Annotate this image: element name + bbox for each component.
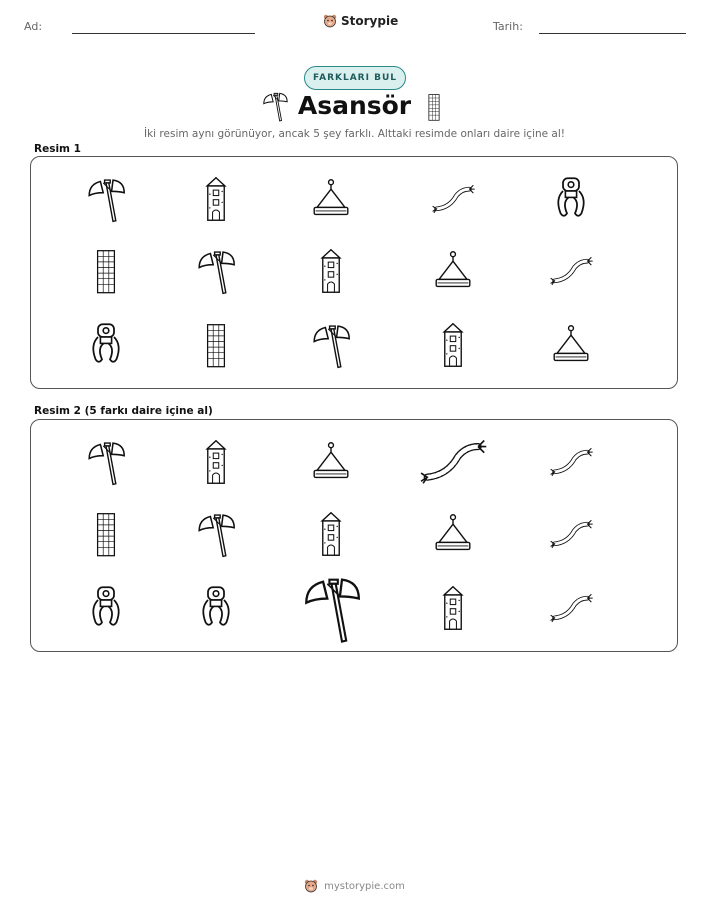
activity-badge: FARKLARI BUL [304, 66, 406, 90]
elevator-icon [310, 440, 352, 484]
date-line[interactable] [539, 33, 686, 34]
grid-item-rope [430, 181, 476, 217]
axe-icon [195, 508, 237, 560]
grid-item-rope[interactable] [417, 434, 488, 490]
tower-icon [317, 247, 345, 295]
grid-item-axe [195, 245, 237, 297]
title-building-icon [425, 92, 443, 122]
grid-item-tower [317, 247, 345, 295]
grid-item-hook [551, 174, 591, 224]
grid-item-tower[interactable] [317, 510, 345, 558]
picture2-label: Resim 2 (5 farkı daire içine al) [34, 405, 213, 417]
footer-link[interactable]: mystorypie.com [324, 880, 405, 892]
grid-item-axe[interactable] [300, 569, 363, 647]
grid-item-axe [310, 319, 352, 371]
grid-item-axe[interactable] [195, 508, 237, 560]
hook-icon [196, 583, 236, 633]
axe-icon [85, 173, 127, 225]
tower-icon [439, 321, 467, 369]
picture1-panel [30, 156, 678, 389]
date-label: Tarih: [493, 20, 523, 33]
elevator-icon [432, 512, 474, 556]
grid-item-tower [439, 321, 467, 369]
grid-item-hook[interactable] [86, 583, 126, 633]
picture1-label: Resim 1 [34, 143, 81, 155]
grid-item-hook [86, 320, 126, 370]
grid-item-tower[interactable] [439, 584, 467, 632]
elevator-icon [310, 177, 352, 221]
axe-icon [310, 319, 352, 371]
tower-icon [317, 510, 345, 558]
hook-icon [551, 174, 591, 224]
grid-item-tower [202, 175, 230, 223]
grid-item-elevator [550, 323, 592, 367]
tower-icon [202, 438, 230, 486]
grid-item-axe[interactable] [85, 436, 127, 488]
building-icon [202, 320, 230, 370]
grid-item-axe [85, 173, 127, 225]
axe-icon [300, 569, 363, 647]
axe-icon [195, 245, 237, 297]
rope-icon [548, 516, 594, 552]
tower-icon [202, 175, 230, 223]
axe-icon [85, 436, 127, 488]
grid-item-building [92, 246, 120, 296]
rope-icon [548, 253, 594, 289]
grid-item-elevator [310, 177, 352, 221]
hook-icon [86, 320, 126, 370]
storypie-bear-icon [323, 14, 337, 28]
grid-item-elevator [432, 249, 474, 293]
grid-item-hook[interactable] [196, 583, 236, 633]
brand-name: Storypie [341, 14, 399, 28]
grid-item-rope [548, 253, 594, 289]
instructions: İki resim aynı görünüyor, ancak 5 şey farklı. Alttaki resimde onları daire içine al! [144, 128, 565, 140]
rope-icon [548, 444, 594, 480]
footer [0, 879, 709, 893]
grid-item-rope[interactable] [548, 444, 594, 480]
building-icon [92, 246, 120, 296]
rope-icon [548, 590, 594, 626]
name-label: Ad: [24, 20, 43, 33]
name-line[interactable] [72, 33, 255, 34]
grid-item-building [202, 320, 230, 370]
elevator-icon [550, 323, 592, 367]
building-icon [92, 509, 120, 559]
elevator-icon [432, 249, 474, 293]
grid-item-building[interactable] [92, 509, 120, 559]
grid-item-elevator[interactable] [310, 440, 352, 484]
grid-item-elevator[interactable] [432, 512, 474, 556]
rope-icon [417, 434, 488, 490]
brand-logo [323, 14, 398, 28]
tower-icon [439, 584, 467, 632]
grid-item-rope[interactable] [548, 516, 594, 552]
page-title: Asansör [297, 91, 412, 120]
picture2-panel[interactable] [30, 419, 678, 652]
grid-item-tower[interactable] [202, 438, 230, 486]
rope-icon [430, 181, 476, 217]
storypie-bear-icon [304, 879, 318, 893]
grid-item-rope[interactable] [548, 590, 594, 626]
hook-icon [86, 583, 126, 633]
